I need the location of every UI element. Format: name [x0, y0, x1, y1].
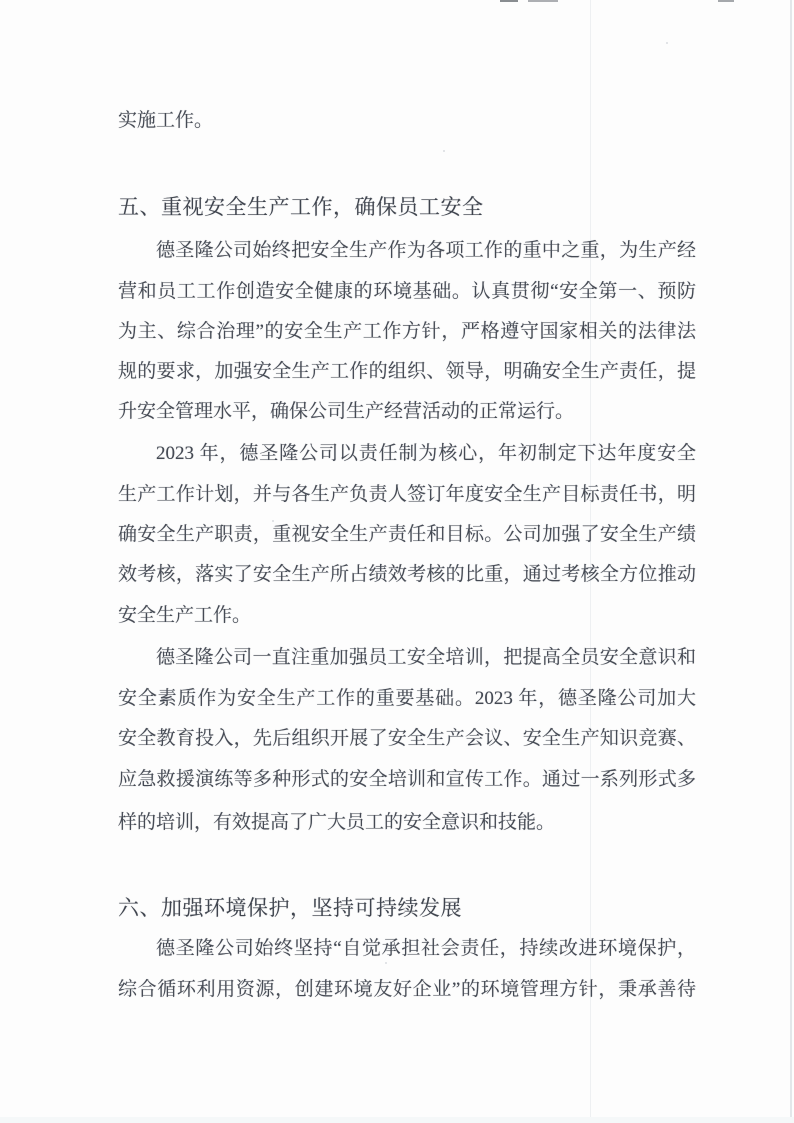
paragraph-last-line: 实施工作。 [118, 110, 214, 131]
scan-artifact-top-dash [718, 0, 734, 2]
paragraph-line: 规的要求，加强安全生产工作的组织、领导，明确安全生产责任，提 [118, 361, 696, 382]
section-heading-5: 五、重视安全生产工作，确保员工安全 [118, 195, 484, 219]
paragraph-line: 营和员工工作创造安全健康的环境基础。认真贯彻“安全第一、预防 [118, 281, 696, 302]
paragraph-line: 为主、综合治理”的安全生产工作方针，严格遵守国家相关的法律法 [118, 321, 696, 342]
paragraph-last-line: 升安全管理水平，确保公司生产经营活动的正常运行。 [118, 401, 575, 422]
paragraph-line: 安全教育投入，先后组织开展了安全生产会议、安全生产知识竞赛、 [118, 728, 696, 749]
paragraph-line: 综合循环利用资源，创建环境友好企业”的环境管理方针，秉承善待 [118, 979, 696, 1000]
section-heading-6: 六、加强环境保护，坚持可持续发展 [118, 896, 462, 920]
paragraph-line: 德圣隆公司一直注重加强员工安全培训，把提高全员安全意识和 [156, 647, 696, 668]
paragraph-line: 效考核，落实了安全生产所占绩效考核的比重，通过考核全方位推动 [118, 564, 696, 585]
paragraph-last-line: 样的培训，有效提高了广大员工的安全意识和技能。 [118, 812, 556, 833]
paragraph-line: 确安全生产职责，重视安全生产责任和目标。公司加强了安全生产绩 [118, 524, 696, 545]
scan-artifact-right-edge-line [790, 0, 792, 1123]
paragraph-line: 德圣隆公司始终把安全生产作为各项工作的重中之重，为生产经 [156, 240, 696, 261]
paragraph-line: 安全素质作为安全生产工作的重要基础。2023 年，德圣隆公司加大 [118, 688, 696, 709]
paragraph-line: 德圣隆公司始终坚持“自觉承担社会责任，持续改进环境保护， [156, 938, 696, 959]
document-body [118, 0, 696, 1123]
paragraph-line: 2023 年，德圣隆公司以责任制为核心，年初制定下达年度安全 [156, 443, 696, 464]
paragraph-line: 应急救援演练等多种形式的安全培训和宣传工作。通过一系列形式多 [118, 769, 696, 790]
paragraph-line: 生产工作计划，并与各生产负责人签订年度安全生产目标责任书，明 [118, 484, 696, 505]
paragraph-last-line: 安全生产工作。 [118, 605, 252, 626]
